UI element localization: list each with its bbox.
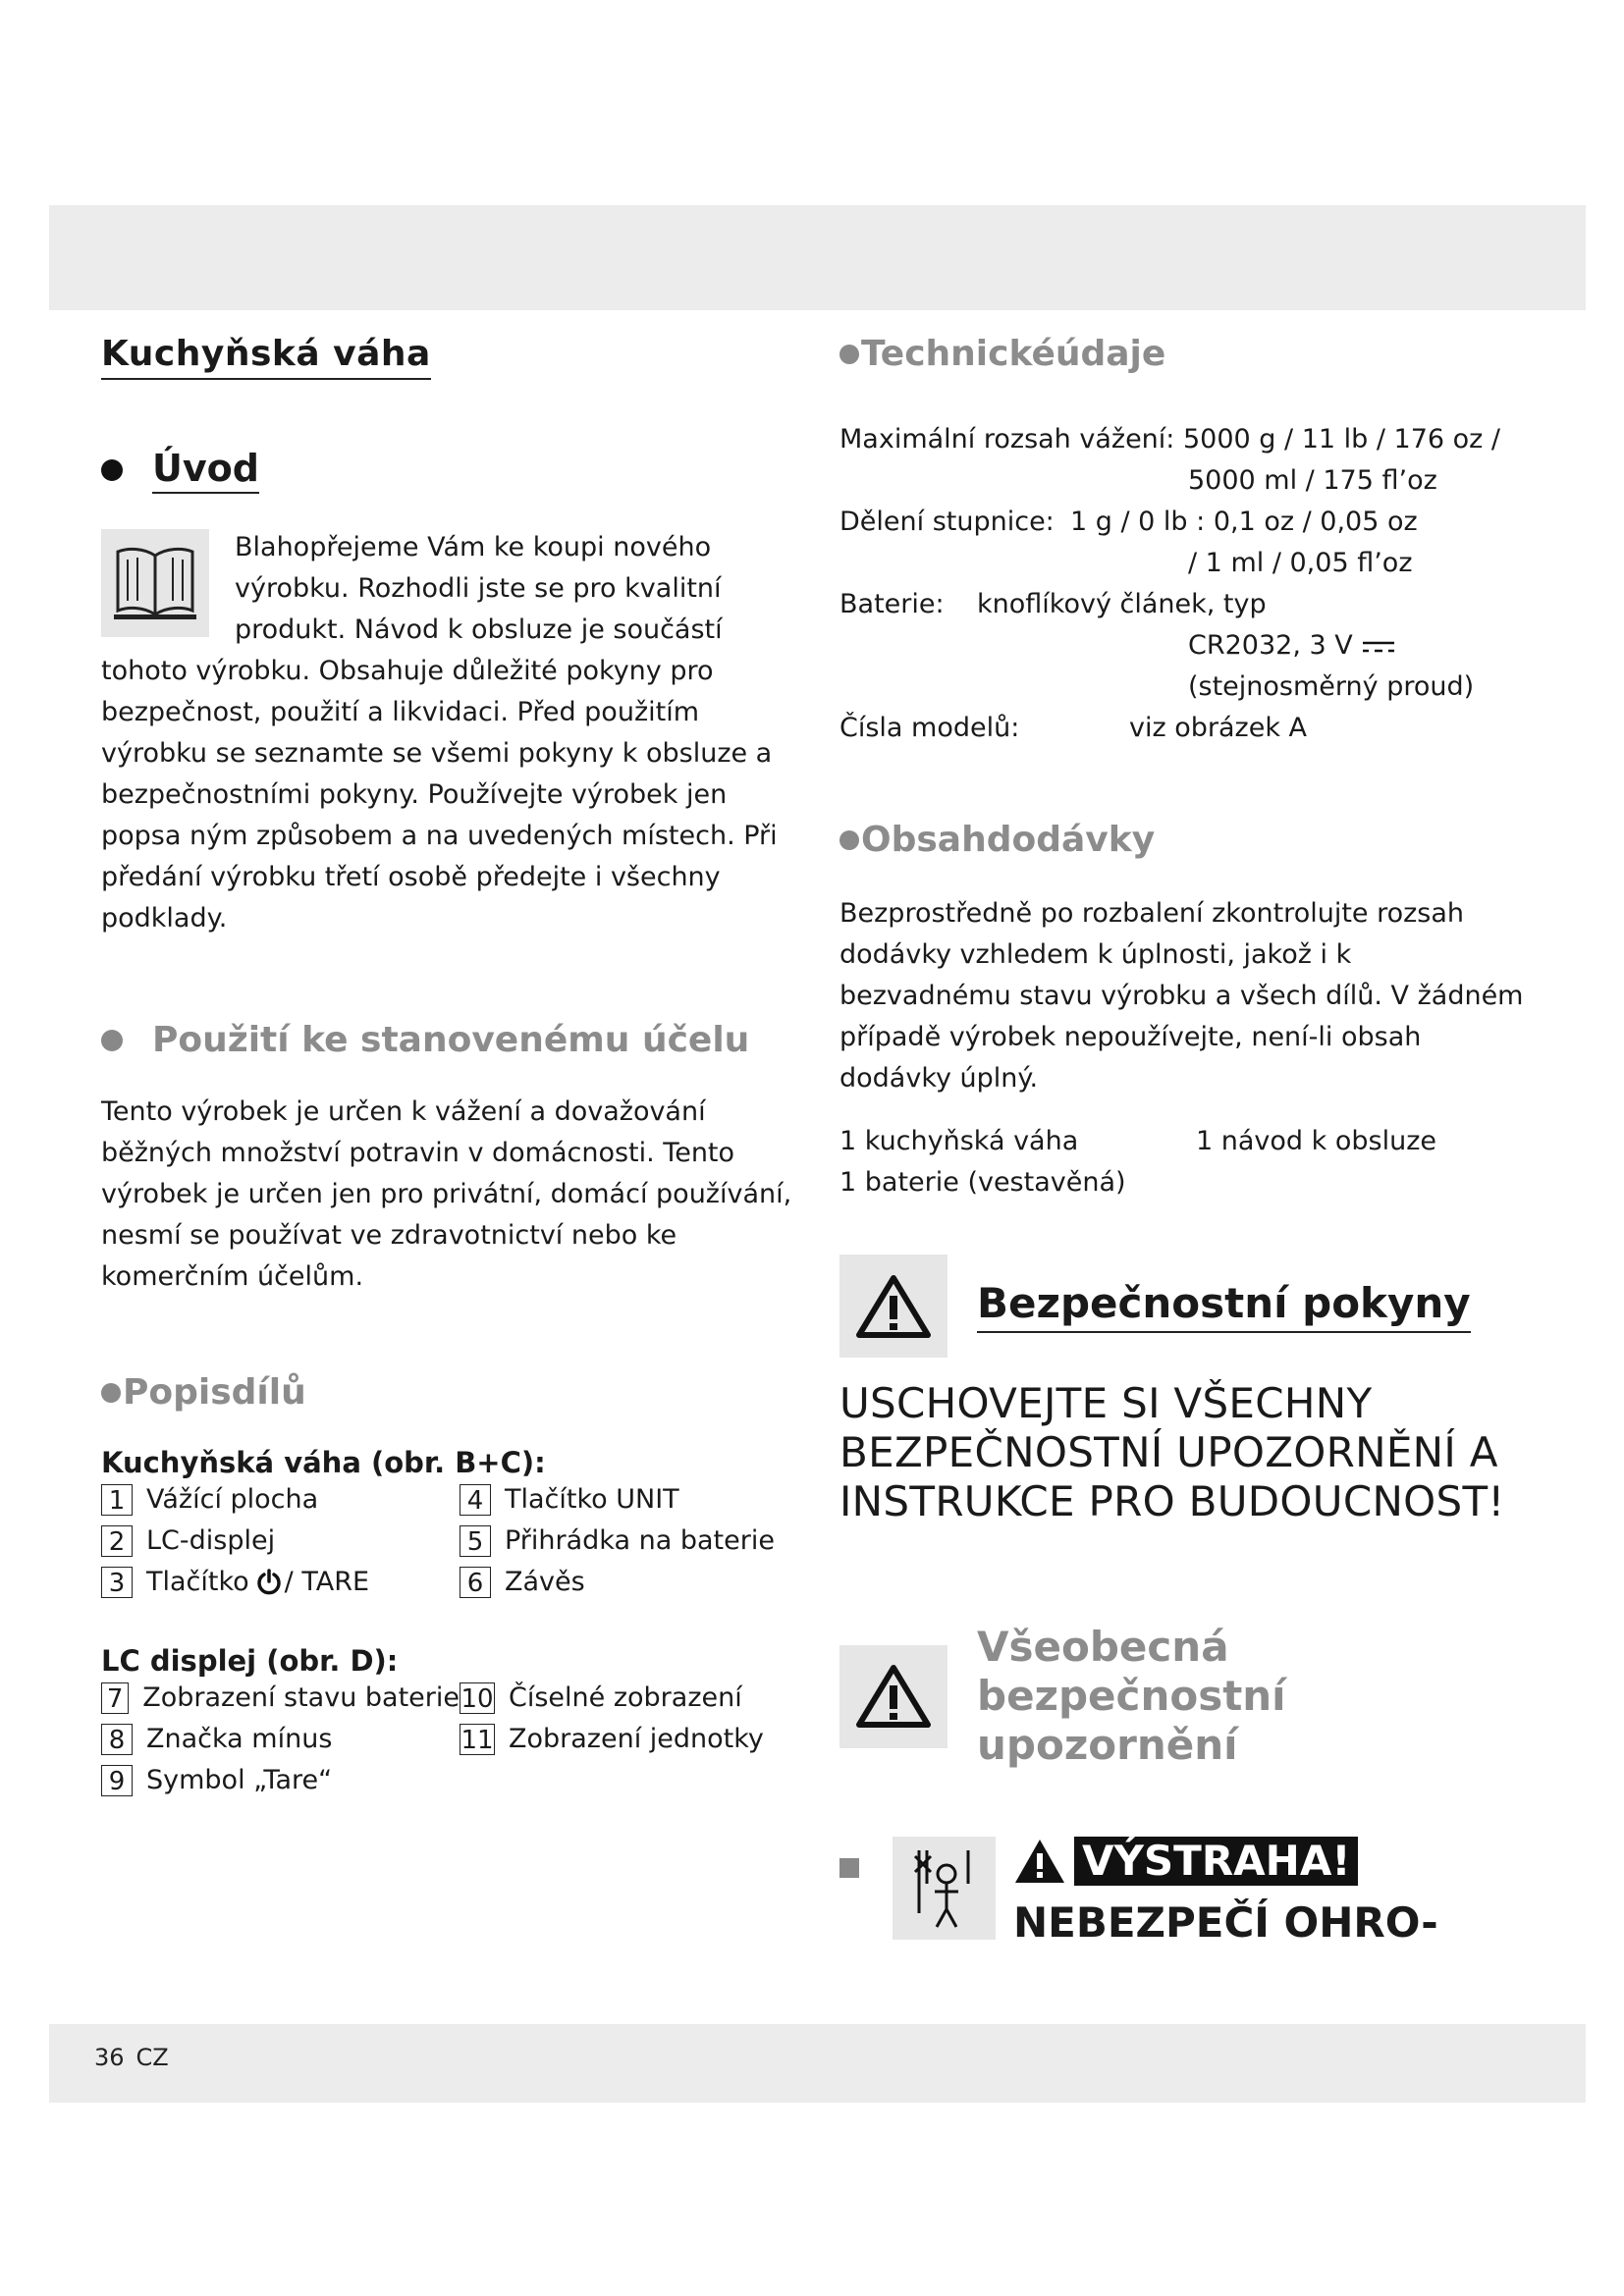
list-item: 10 Číselné zobrazení [460, 1682, 742, 1714]
dc-symbol-icon [1361, 637, 1396, 657]
delivery-list: 1 kuchyňská váha 1 návod k obsluze 1 baterie (vestavěná) [839, 1126, 1436, 1198]
bullet-icon [839, 345, 859, 364]
intro-text: Blahopřejeme Vám ke koupi nového výrobku. Rozhodli jste se pro kvalitní produkt. Návod k obsluze je součástí tohoto výrobku. Obsahuje důležité pokyny pro bezpečnost, použití a likvidaci. Před použitím výrobku se seznamte se všemi pokyny k obsluze a bezpečnostními pokyny. Používejte výrobek jen popsa ným způsobem a na uvedených místech. Při předání výrobku třetí osobě předejte i všechny podklady. [101, 532, 778, 934]
list-item: 8 Značka mínus [101, 1719, 460, 1760]
bullet-icon [101, 459, 123, 481]
list-item: 4 Tlačítko UNIT [460, 1479, 803, 1521]
warning-triangle-icon [839, 1645, 947, 1748]
scale-parts-list [101, 1479, 803, 1603]
warning-triangle-icon [839, 1255, 947, 1358]
bullet-icon [101, 1030, 123, 1051]
book-icon [101, 529, 209, 637]
power-icon [255, 1569, 283, 1596]
keep-instructions-notice: USCHOVEJTE SI VŠECHNY BEZPEČNOSTNÍ UPOZORNĚNÍ A INSTRUKCE PRO BUDOUCNOST! [839, 1379, 1505, 1525]
intended-use-heading: Použití ke stanovenému účelu [101, 1020, 803, 1060]
intro-heading: Úvod [101, 447, 803, 494]
list-item: 11 Zobrazení jednotky [460, 1724, 764, 1755]
header-band [49, 205, 1586, 310]
footer-band [49, 2024, 1586, 2103]
intended-use-text: Tento výrobek je určen k vážení a dovažování běžných množství potravin v domácnosti. Tento výrobek je určen jen pro privátní, domácí používání, nesmí se používat ve zdravotnictví nebo ke komerčním účelům. [101, 1096, 792, 1292]
intro-section [101, 527, 803, 939]
left-column [101, 334, 803, 1801]
list-item: 9 Symbol „Tare“ [101, 1760, 460, 1801]
bullet-icon [101, 1383, 121, 1403]
right-column [839, 334, 1527, 1947]
bullet-icon [839, 830, 859, 850]
safety-heading: Bezpečnostní pokyny [839, 1255, 1527, 1358]
language-code: CZ [135, 2044, 169, 2071]
warning-small-icon [1013, 1838, 1066, 1885]
list-item: 7 Zobrazení stavu baterie [101, 1678, 460, 1719]
danger-text: NEBEZPEČÍ OHRO- [1013, 1898, 1438, 1947]
warning-label: VÝSTRAHA! [1013, 1837, 1358, 1886]
child-danger-icon [893, 1837, 996, 1940]
document-title: Kuchyňská váha [101, 334, 431, 380]
delivery-heading: Obsahdodávky [839, 820, 1527, 860]
parts-heading: Popisdílů [101, 1372, 803, 1413]
delivery-text: Bezprostředně po rozbalení zkontrolujte rozsah dodávky vzhledem k úplnosti, jakož i k bezvadnému stavu výrobku a všech dílů. V žádném případě výrobek nepoužívejte, není-li obsah dodávky úplný. [839, 898, 1524, 1094]
page-number: 36 [94, 2044, 125, 2071]
list-item: 5 Přihrádka na baterie [460, 1521, 803, 1562]
square-bullet-icon [839, 1858, 859, 1878]
technical-heading: Technickéúdaje [839, 334, 1527, 374]
list-item: 3 Tlačítko / TARE [101, 1562, 460, 1603]
page-footer [94, 2044, 181, 2071]
technical-data: Maximální rozsah vážení: 5000 g / 11 lb / 176 oz / 5000 ml / 175 fl’oz Dělení stupnice: 1 g / 0 lb : 0,1 oz / 0,05 oz / 1 ml / 0,05 fl’oz Baterie: knoflíkový článek, typ CR2032, 3 V (stejnosměrný proud) Čísla modelů: viz obrázek A [839, 424, 1501, 743]
warning-block [839, 1837, 1527, 1947]
scale-parts-heading: Kuchyňská váha (obr. B+C): [101, 1446, 546, 1479]
list-item: 6 Závěs [460, 1562, 803, 1603]
list-item: 1 Vážící plocha [101, 1479, 460, 1521]
list-item: 2 LC-displej [101, 1521, 460, 1562]
general-safety-heading: Všeobecná bezpečnostní upozornění [839, 1623, 1527, 1770]
display-parts-list [101, 1678, 803, 1801]
display-parts-heading: LC displej (obr. D): [101, 1644, 399, 1678]
